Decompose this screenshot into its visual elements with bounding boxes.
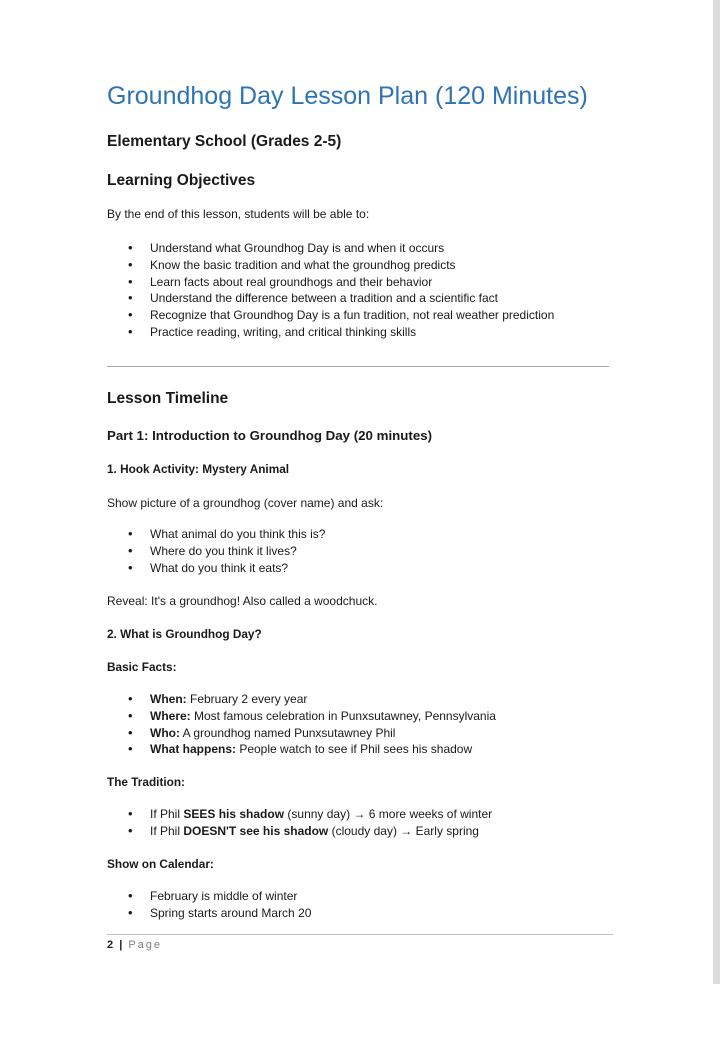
list-item: • Recognize that Groundhog Day is a fun tradition, not real weather prediction: [128, 307, 554, 324]
list-item: • What do you think it eats?: [128, 560, 325, 577]
objectives-list: [128, 240, 554, 341]
list-item: • Where do you think it lives?: [128, 543, 325, 560]
page-title: Groundhog Day Lesson Plan (120 Minutes): [107, 82, 588, 110]
list-item: • What animal do you think this is?: [128, 526, 325, 543]
hook-activity-heading: 1. Hook Activity: Mystery Animal: [107, 462, 290, 476]
list-item: [128, 691, 496, 708]
tradition-emphasis: DOESN'T see his shadow: [183, 823, 329, 838]
list-item: [128, 708, 496, 725]
tradition-text: If Phil: [150, 823, 184, 838]
list-item: [128, 725, 496, 742]
basic-facts-list: [128, 691, 496, 758]
fact-label: When:: [150, 692, 187, 706]
list-item: [128, 741, 496, 758]
fact-text: A groundhog named Punxsutawney Phil: [179, 725, 396, 740]
tradition-text: If Phil: [150, 807, 184, 821]
list-item: [128, 823, 492, 840]
objectives-heading: Learning Objectives: [107, 172, 256, 189]
list-item: • Know the basic tradition and what the groundhog predicts: [128, 257, 554, 274]
page-edge-shadow: [713, 0, 720, 984]
tradition-text: (cloudy day) → Early spring: [328, 823, 479, 838]
objectives-intro: By the end of this lesson, students will be able to:: [107, 207, 370, 221]
section-divider: [107, 366, 609, 367]
grade-level-heading: Elementary School (Grades 2-5): [107, 133, 342, 150]
tradition-text: (sunny day) → 6 more weeks of winter: [284, 807, 493, 821]
fact-text: People watch to see if Phil sees his shadow: [236, 742, 473, 757]
page-footer: [107, 939, 162, 951]
footer-separator: |: [119, 939, 123, 951]
fact-label: Where:: [150, 708, 191, 723]
list-item: • Understand what Groundhog Day is and when it occurs: [128, 240, 554, 257]
hook-questions-list: [128, 526, 325, 576]
page-label: Page: [128, 939, 163, 951]
part1-heading: Part 1: Introduction to Groundhog Day (20 minutes): [107, 428, 433, 443]
list-item: • Learn facts about real groundhogs and their behavior: [128, 274, 554, 291]
fact-label: What happens:: [150, 742, 236, 757]
fact-text: Most famous celebration in Punxsutawney, Pennsylvania: [190, 708, 496, 723]
calendar-list: [128, 888, 311, 922]
timeline-heading: Lesson Timeline: [107, 390, 229, 407]
hook-reveal: Reveal: It's a groundhog! Also called a woodchuck.: [107, 594, 378, 608]
page-number: 2: [107, 939, 114, 951]
fact-text: February 2 every year: [186, 692, 308, 706]
tradition-heading: The Tradition:: [107, 775, 185, 789]
what-is-heading: 2. What is Groundhog Day?: [107, 627, 262, 641]
list-item: • Spring starts around March 20: [128, 905, 311, 922]
tradition-list: [128, 806, 492, 840]
tradition-emphasis: SEES his shadow: [183, 807, 285, 821]
hook-intro: Show picture of a groundhog (cover name) and ask:: [107, 496, 384, 510]
list-item: • Understand the difference between a tradition and a scientific fact: [128, 290, 554, 307]
basic-facts-heading: Basic Facts:: [107, 660, 177, 674]
list-item: • Practice reading, writing, and critical thinking skills: [128, 324, 554, 341]
calendar-heading: Show on Calendar:: [107, 857, 214, 871]
fact-label: Who:: [150, 725, 180, 740]
list-item: • February is middle of winter: [128, 888, 311, 905]
list-item: [128, 806, 492, 823]
footer-divider: [107, 934, 613, 935]
